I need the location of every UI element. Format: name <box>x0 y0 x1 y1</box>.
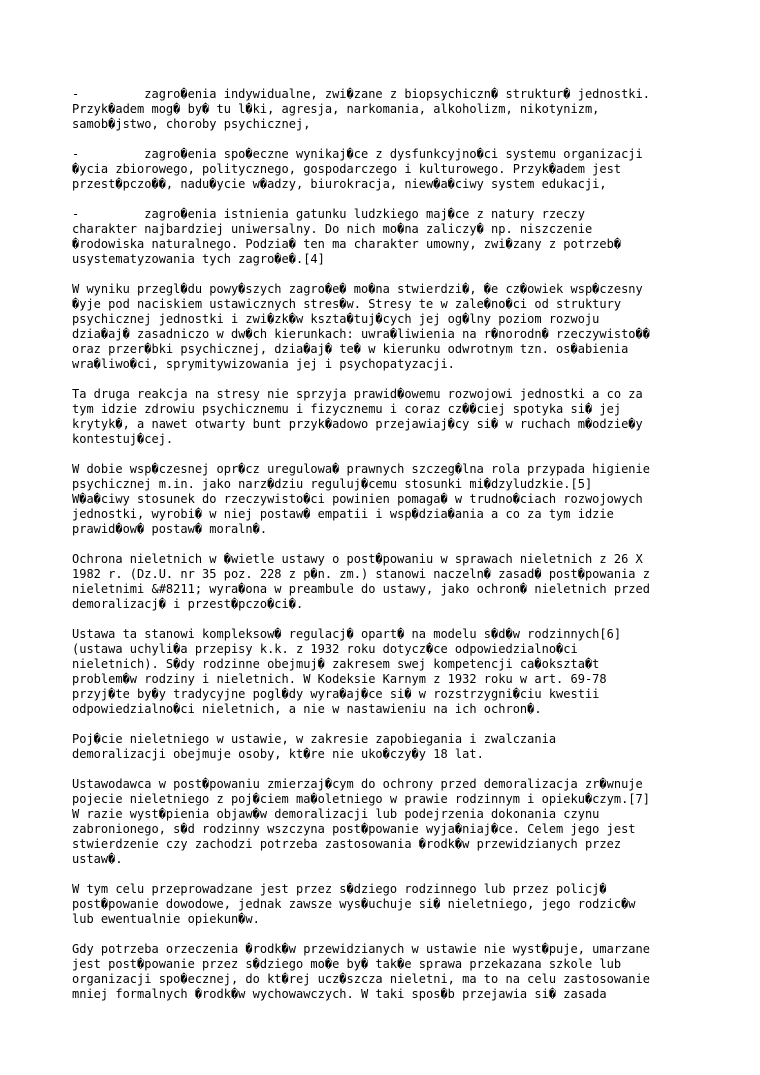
paragraph-stress-analysis: W wyniku przegl�du powy�szych zagro�e� mo�na stwierdzi�, �e cz�owiek wsp�czesny �yje pod naciskiem ustawicznych stres�w. Stresy te w zale�no�ci od struktury psychicznej jednostki i zwi�zk�w kszta�tuj�cych jej og�lny poziom rozwoju dzia�aj� zasadniczo w dw�ch kierunkach: uwra�liwienia na r�norodn� rzeczywisto�� oraz przer�bki psychicznej, dzia�aj� te� w kierunku odwrotnym tzn. os�abienia wra�liwo�ci, sprymitywizowania jej i psychopatyzacji. <box>72 282 650 371</box>
paragraph-legislator-procedure: Ustawodawca w post�powaniu zmierzaj�cym do ochrony przed demoralizacja zr�wnuje pojecie nieletniego z poj�ciem ma�oletniego w prawie rodzinnym i opieku�czym.[7] W razie wyst�pienia objaw�w demoralizacji lub podejrzenia dokonania czynu zabronionego, s�d rodzinny wszczyna post�powanie wyja�niaj�ce. Celem jego jest stwierdzenie czy zachodzi potrzeba zastosowania �rodk�w przewidzianych przez ustaw�. <box>72 777 650 866</box>
paragraph-list-item-3: - zagro�enia istnienia gatunku ludzkiego maj�ce z natury rzeczy charakter najbardziej uniwersalny. Do nich mo�na zaliczy� np. niszczenie �rodowiska naturalnego. Podzia� ten ma charakter umowny, zwi�zany z potrzeb� usystematyzowania tych zagro�e�.[4] <box>72 207 622 266</box>
paragraph-list-item-1: - zagro�enia indywidualne, zwi�zane z biopsychiczn� struktur� jednostki. Przyk�adem mog� by� tu l�ki, agresja, narkomania, alkoholizm, nikotynizm, samob�jstwo, choroby psychicznej, <box>72 87 650 131</box>
paragraph-second-reaction: Ta druga reakcja na stresy nie sprzyja prawid�owemu rozwojowi jednostki a co za tym idzie zdrowiu psychicznemu i fizycznemu i coraz cz��ciej spotyka si� jej krytyk�, a nawet otwarty bunt przyk�adowo przejawiaj�cy si� w ruchach m�odzie�y kontestuj�cej. <box>72 387 643 446</box>
paragraph-juvenile-protection: Ochrona nieletnich w �wietle ustawy o post�powaniu w sprawach nieletnich z 26 X 1982 r. (Dz.U. nr 35 poz. 228 z p�n. zm.) stanowi naczeln� zasad� post�powania z nieletnimi &#8211; wyra�ona w preambule do ustawy, jako ochron� nieletnich przed demoralizacj� i przest�pczo�ci�. <box>72 552 650 611</box>
paragraph-family-courts: Ustawa ta stanowi kompleksow� regulacj� opart� na modelu s�d�w rodzinnych[6] (ustawa uchyli�a przepisy k.k. z 1932 roku dotycz�ce odpowiedzialno�ci nieletnich). S�dy rodzinne obejmuj� zakresem swej kompetencji ca�okszta�t problem�w rodziny i nieletnich. W Kodeksie Karnym z 1932 roku w art. 69-78 przyj�te by�y tradycyjne pogl�dy wyra�aj�ce si� w rozstrzygni�ciu kwestii odpowiedzialno�ci nieletnich, a nie w nastawieniu na ich ochron�. <box>72 627 622 716</box>
paragraph-mental-hygiene: W dobie wsp�czesnej opr�cz uregulowa� prawnych szczeg�lna rola przypada higienie psychicznej m.in. jako narz�dziu reguluj�cemu stosunki mi�dzyludzkie.[5] W�a�ciwy stosunek do rzeczywisto�ci powinien pomaga� w trudno�ciach rozwojowych jednostki, wyrobi� w niej postaw� empatii i wsp�dzia�ania a co za tym idzie prawid�ow� postaw� moraln�. <box>72 462 650 536</box>
paragraph-juvenile-definition: Poj�cie nieletniego w ustawie, w zakresie zapobiegania i zwalczania demoralizacji obejmuje osoby, kt�re nie uko�czy�y 18 lat. <box>72 732 557 761</box>
paragraph-discontinuation: Gdy potrzeba orzeczenia �rodk�w przewidzianych w ustawie nie wyst�puje, umarzane jest post�powanie przez s�dziego mo�e by� tak�e sprawa przekazana szkole lub organizacji spo�ecznej, do kt�rej ucz�szcza nieletni, ma to na celu zastosowanie mniej formalnych �rodk�w wychowawczych. W taki spos�b przejawia si� zasada <box>72 942 650 1001</box>
document-page <box>72 87 692 1017</box>
paragraph-list-item-2: - zagro�enia spo�eczne wynikaj�ce z dysfunkcyjno�ci systemu organizacji �ycia zbiorowego, politycznego, gospodarczego i kulturowego. Przyk�adem jest przest�pczo��, nadu�ycie w�adzy, biurokracja, niew�a�ciwy system edukacji, <box>72 147 643 191</box>
paragraph-evidence-procedure: W tym celu przeprowadzane jest przez s�dziego rodzinnego lub przez policj� post�powanie dowodowe, jednak zawsze wys�uchuje si� nieletniego, jego rodzic�w lub ewentualnie opiekun�w. <box>72 882 636 926</box>
